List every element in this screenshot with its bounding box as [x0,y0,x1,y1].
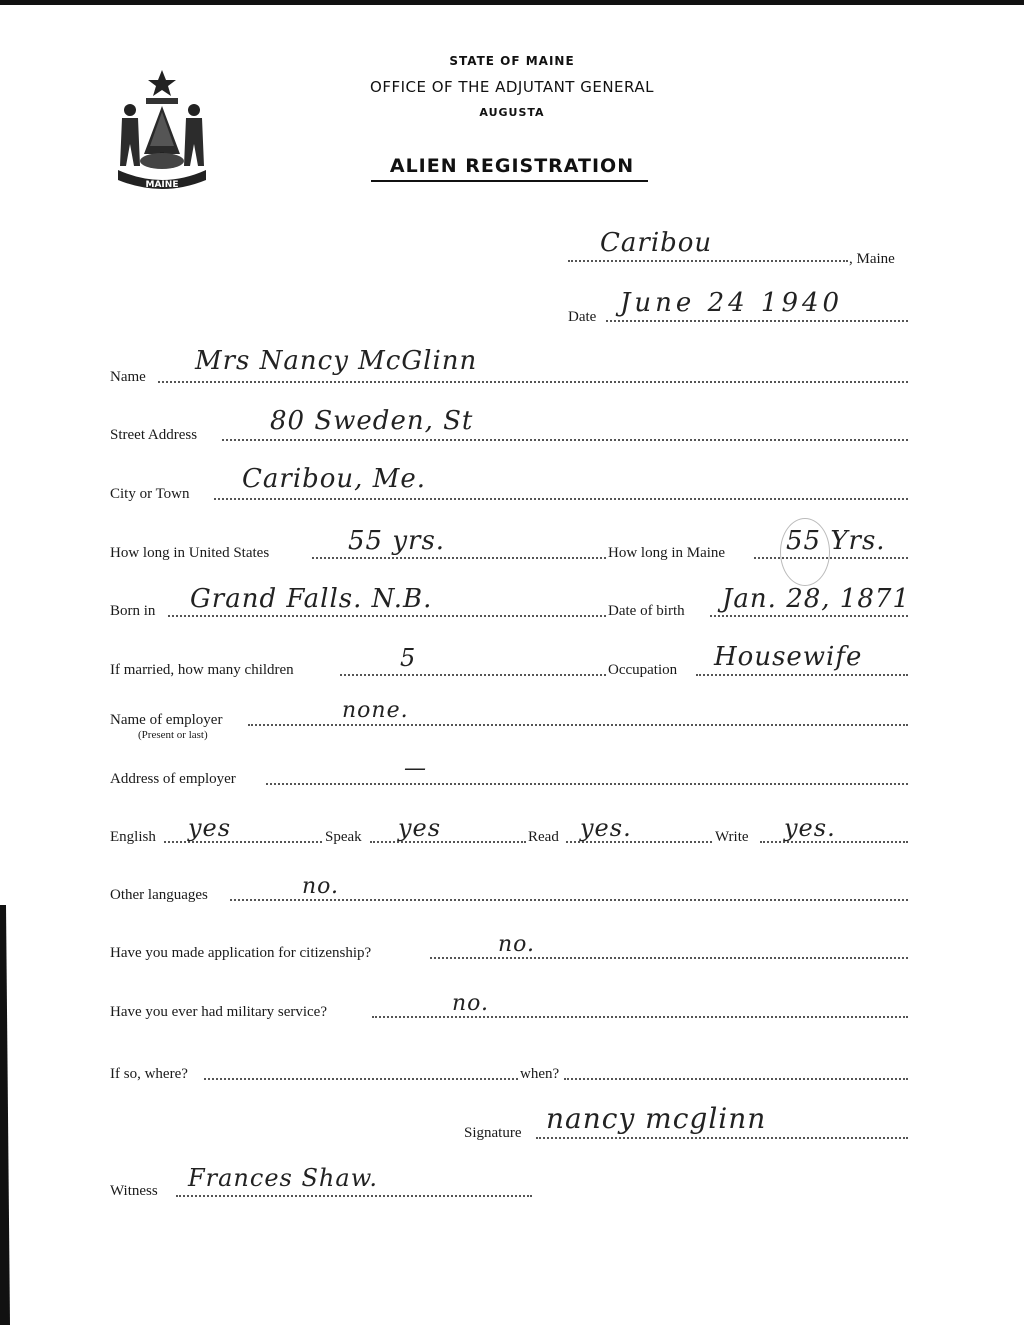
city-line [214,498,908,500]
dob-value: Jan. 28, 1871 [722,584,910,614]
city-label: City or Town [110,486,190,502]
speak-value: yes [398,814,442,842]
location-value: Caribou [600,228,713,258]
witness-value: Frances Shaw. [188,1164,379,1192]
employer-line [248,724,908,726]
citizenship-line [430,957,908,959]
other-languages-label: Other languages [110,887,208,903]
born-in-value: Grand Falls. N.B. [190,584,433,614]
other-languages-line [230,899,908,901]
where-line [204,1078,518,1080]
citizenship-value: no. [498,932,536,957]
where-label: If so, where? [110,1066,188,1082]
header-state: STATE OF MAINE [449,54,575,68]
date-label: Date [568,309,597,325]
years-us-line [312,557,606,559]
speak-line [370,841,526,843]
employer-sublabel: (Present or last) [138,729,208,741]
read-value: yes. [580,814,632,842]
read-label: Read [528,829,559,845]
employer-address-line [266,783,908,785]
english-label: English [110,829,156,845]
citizenship-label: Have you made application for citizenship? [110,945,372,961]
military-line [372,1016,908,1018]
signature-value: nancy mcglinn [546,1102,767,1135]
top-border [0,0,1024,5]
write-value: yes. [784,814,836,842]
children-label: If married, how many children [110,662,294,678]
military-value: no. [452,991,490,1016]
children-value: 5 [400,644,417,672]
header-city: AUGUSTA [479,106,545,119]
occupation-value: Housewife [714,642,863,672]
years-maine-line [754,557,908,559]
signature-label: Signature [464,1125,522,1141]
header-office: OFFICE OF THE ADJUTANT GENERAL [370,78,654,96]
occupation-label: Occupation [608,662,678,678]
dob-line [710,615,908,617]
write-label: Write [715,829,749,845]
years-maine-label: How long in Maine [608,545,726,561]
signature-line [536,1137,908,1139]
date-line [606,320,908,322]
military-label: Have you ever had military service? [110,1004,327,1020]
street-value: 80 Sweden, St [270,406,474,436]
dob-label: Date of birth [608,603,685,619]
date-value: June 24 1940 [620,288,844,318]
employer-address-label: Address of employer [110,771,236,787]
svg-text:MAINE: MAINE [145,180,179,190]
location-suffix: , Maine [849,251,895,267]
street-line [222,439,908,441]
city-value: Caribou, Me. [242,464,426,494]
occupation-line [696,674,908,676]
street-label: Street Address [110,427,198,443]
employer-value: none. [342,698,409,723]
employer-address-value: — [404,756,427,781]
years-us-label: How long in United States [110,545,270,561]
born-in-line [168,615,606,617]
years-us-value: 55 yrs. [348,526,446,556]
children-line [340,674,606,676]
scan-edge [0,905,10,1325]
born-in-label: Born in [110,603,156,619]
name-line [158,381,908,383]
english-value: yes [188,814,232,842]
form-title: ALIEN REGISTRATION [389,155,635,177]
name-value: Mrs Nancy McGlinn [195,346,478,376]
employer-label: Name of employer [110,712,223,728]
name-label: Name [110,369,146,385]
witness-line [176,1195,532,1197]
years-maine-value: 55 Yrs. [786,526,886,556]
other-languages-value: no. [302,874,340,899]
title-underline [371,180,648,182]
when-label: when? [520,1066,560,1082]
when-line [564,1078,908,1080]
speak-label: Speak [325,829,362,845]
location-line [568,260,848,262]
witness-label: Witness [110,1183,158,1199]
